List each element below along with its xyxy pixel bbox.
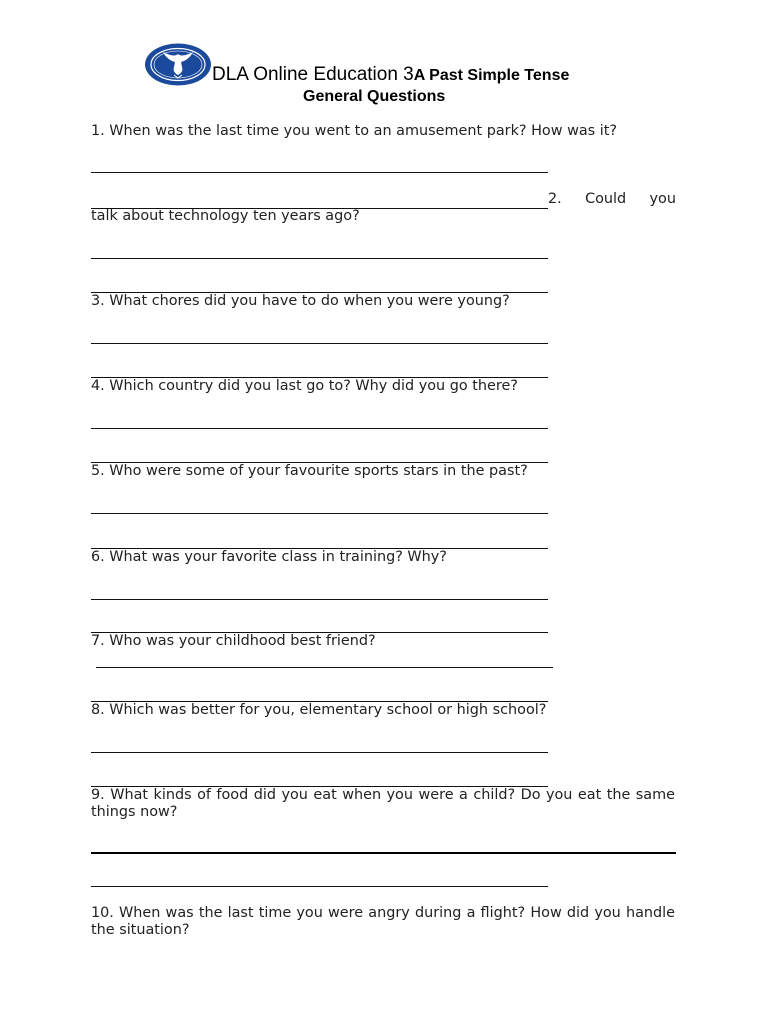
answer-line[interactable] <box>91 599 548 600</box>
question-1: 1. When was the last time you went to an amusement park? How was it? <box>91 123 618 139</box>
question-9: 9. What kinds of food did you eat when you were a child? Do you eat the same things now? <box>91 787 675 820</box>
worksheet-subtitle: General Questions <box>303 88 446 105</box>
question-2-number: 2. <box>548 191 562 207</box>
question-4: 4. Which country did you last go to? Why did you go there? <box>91 378 518 394</box>
question-7: 7. Who was your childhood best friend? <box>91 633 376 649</box>
answer-line[interactable] <box>96 667 553 668</box>
answer-line[interactable] <box>91 172 548 173</box>
answer-line[interactable] <box>91 852 676 854</box>
answer-line[interactable] <box>91 428 548 429</box>
question-2-head <box>548 191 676 208</box>
question-10: 10. When was the last time you were angry during a flight? How did you handle the situation? <box>91 905 675 938</box>
worksheet-title <box>212 64 569 86</box>
answer-line[interactable] <box>91 752 548 753</box>
title-main: DLA Online Education 3 <box>212 64 414 85</box>
question-2-word-could: Could <box>585 191 627 207</box>
answer-line[interactable] <box>91 258 548 259</box>
eagle-seal-icon <box>144 43 212 86</box>
answer-line[interactable] <box>91 343 548 344</box>
answer-line[interactable] <box>91 513 548 514</box>
question-2-word-you: you <box>649 191 676 207</box>
question-2-rest: talk about technology ten years ago? <box>91 208 360 224</box>
question-3: 3. What chores did you have to do when you were young? <box>91 293 510 309</box>
title-sub: A Past Simple Tense <box>413 67 570 84</box>
answer-line[interactable] <box>91 886 548 887</box>
question-8: 8. Which was better for you, elementary school or high school? <box>91 702 547 718</box>
question-6: 6. What was your favorite class in training? Why? <box>91 549 447 565</box>
question-5: 5. Who were some of your favourite sports stars in the past? <box>91 463 528 479</box>
